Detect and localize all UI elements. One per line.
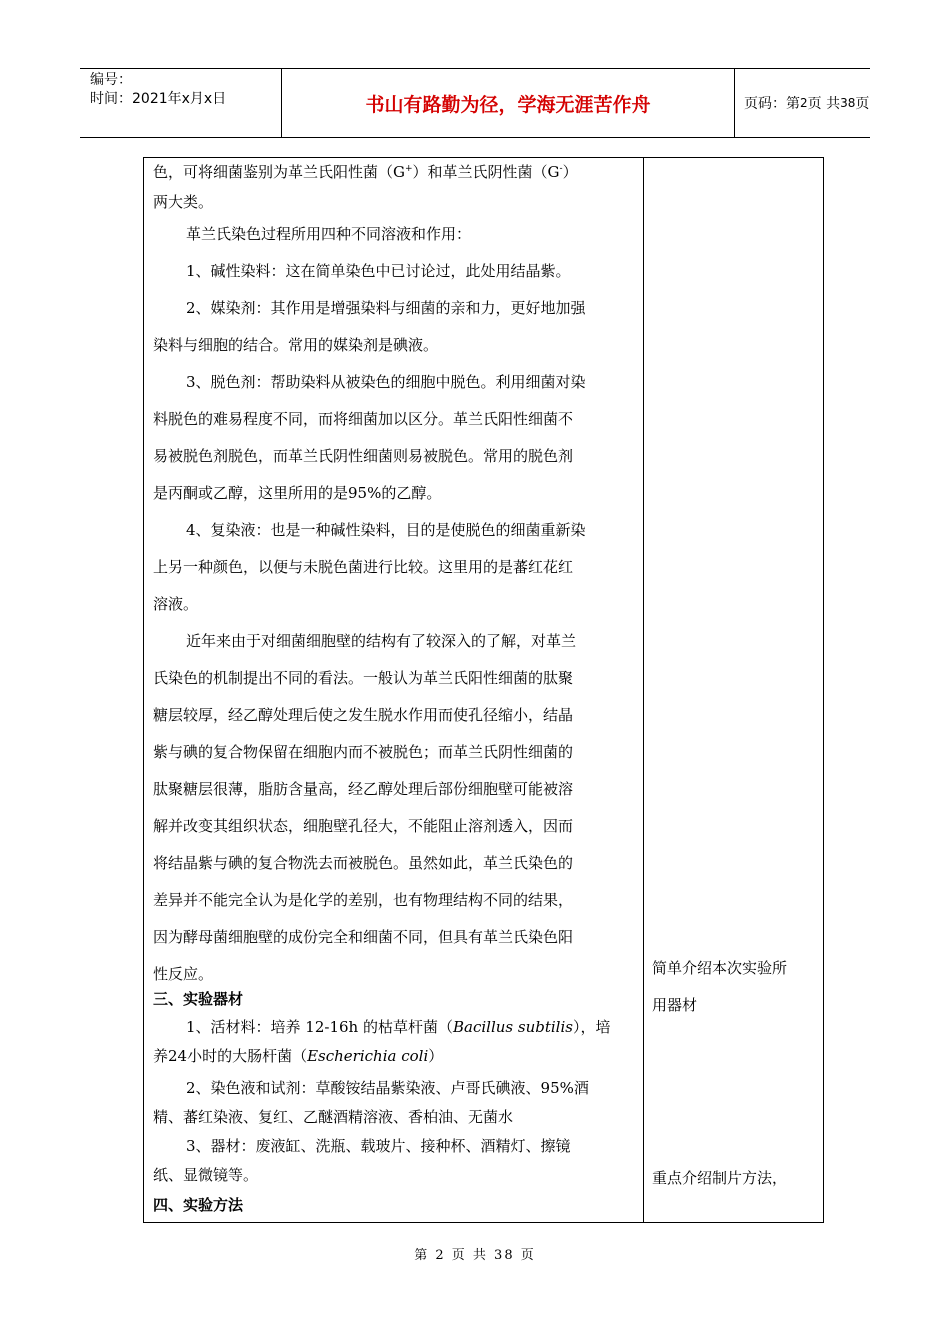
note-line: 用器材 <box>652 996 698 1014</box>
paragraph-line: 紫与碘的复合物保留在细胞内而不被脱色；而革兰氏阴性细菌的 <box>153 743 574 761</box>
paragraph-line: 差异并不能完全认为是化学的差别，也有物理结构不同的结果， <box>153 891 574 909</box>
paragraph-line: 将结晶紫与碘的复合物洗去而被脱色。虽然如此，革兰氏染色的 <box>153 854 574 872</box>
note-line: 重点介绍制片方法， <box>652 1169 788 1187</box>
page-mid: 页 共 <box>807 96 841 112</box>
paragraph-line: 2、媒染剂：其作用是增强染料与细菌的亲和力，更好地加强 <box>186 299 586 317</box>
paragraph-line: 近年来由于对细菌细胞壁的结构有了较深入的了解，对革兰 <box>186 632 577 650</box>
page-header <box>80 68 870 138</box>
paragraph-line: 革兰氏染色过程所用四种不同溶液和作用： <box>186 225 472 243</box>
paragraph-line: 易被脱色剂脱色，而革兰氏阴性细菌则易被脱色。常用的脱色剂 <box>153 447 574 465</box>
paragraph-line: 糖层较厚，经乙醇处理后使之发生脱水作用而使孔径缩小，结晶 <box>153 706 574 724</box>
paragraph-line: 精、蕃红染液、复红、乙醚酒精溶液、香柏油、无菌水 <box>153 1108 514 1126</box>
paragraph-line: 纸、显微镜等。 <box>153 1166 259 1184</box>
paragraph-line: 因为酵母菌细胞壁的成份完全和细菌不同，但具有革兰氏染色阳 <box>153 928 574 946</box>
paragraph-line: 是丙酮或乙醇，这里所用的是95%的乙醇。 <box>153 484 442 502</box>
paragraph-line: 染料与细胞的结合。常用的媒染剂是碘液。 <box>153 336 439 354</box>
section-heading-materials: 三、实验器材 <box>153 990 244 1008</box>
page-footer: 第 2 页 共 38 页 <box>414 1248 536 1263</box>
paragraph-line: 解并改变其组织状态，细胞壁孔径大，不能阻止溶剂透入，因而 <box>153 817 574 835</box>
paragraph-line: 养24小时的大肠杆菌（Escherichia coli） <box>153 1047 444 1065</box>
paragraph-line: 料脱色的难易程度不同，而将细菌加以区分。革兰氏阳性细菌不 <box>153 410 574 428</box>
paragraph-line: 3、器材：废液缸、洗瓶、载玻片、接种杯、酒精灯、擦镜 <box>186 1137 571 1155</box>
paragraph-line: 3、脱色剂：帮助染料从被染色的细胞中脱色。利用细菌对染 <box>186 373 586 391</box>
page-number: 2 <box>800 96 808 110</box>
paragraph-line: 上另一种颜色，以便与未脱色菌进行比较。这里用的是蕃红花红 <box>153 558 574 576</box>
page-prefix: 页码：第 <box>744 96 800 112</box>
serial-label: 编号： <box>90 72 132 88</box>
paragraph-line: 性反应。 <box>153 965 214 983</box>
header-motto: 书山有路勤为径，学海无涯苦作舟 <box>282 69 735 137</box>
paragraph-line: 两大类。 <box>153 193 214 211</box>
paragraph-line: 2、染色液和试剂：草酸铵结晶紫染液、卢哥氏碘液、95%酒 <box>186 1079 589 1097</box>
header-page-info <box>734 69 870 137</box>
header-info-cell <box>80 69 282 137</box>
paragraph-line: 1、碱性染料：这在简单染色中已讨论过，此处用结晶紫。 <box>186 262 571 280</box>
section-heading-methods: 四、实验方法 <box>153 1196 244 1214</box>
paragraph-line: 4、复染液：也是一种碱性染料，目的是使脱色的细菌重新染 <box>186 521 586 539</box>
content-table <box>143 157 824 1223</box>
paragraph-line: 色，可将细菌鉴别为革兰氏阳性菌（G+）和革兰氏阴性菌（G-） <box>153 163 578 181</box>
date-label: 时间：2021年x月x日 <box>90 91 227 107</box>
page-suffix: 页 <box>855 96 870 112</box>
paragraph-line: 氏染色的机制提出不同的看法。一般认为革兰氏阳性细菌的肽聚 <box>153 669 574 687</box>
note-line: 简单介绍本次实验所 <box>652 959 788 977</box>
paragraph-line: 肽聚糖层很薄，脂肪含量高，经乙醇处理后部份细胞壁可能被溶 <box>153 780 574 798</box>
paragraph-line: 溶液。 <box>153 595 199 613</box>
paragraph-line: 1、活材料：培养 12-16h 的枯草杆菌（Bacillus subtilis），培 <box>186 1018 611 1036</box>
page-total: 38 <box>840 96 856 110</box>
